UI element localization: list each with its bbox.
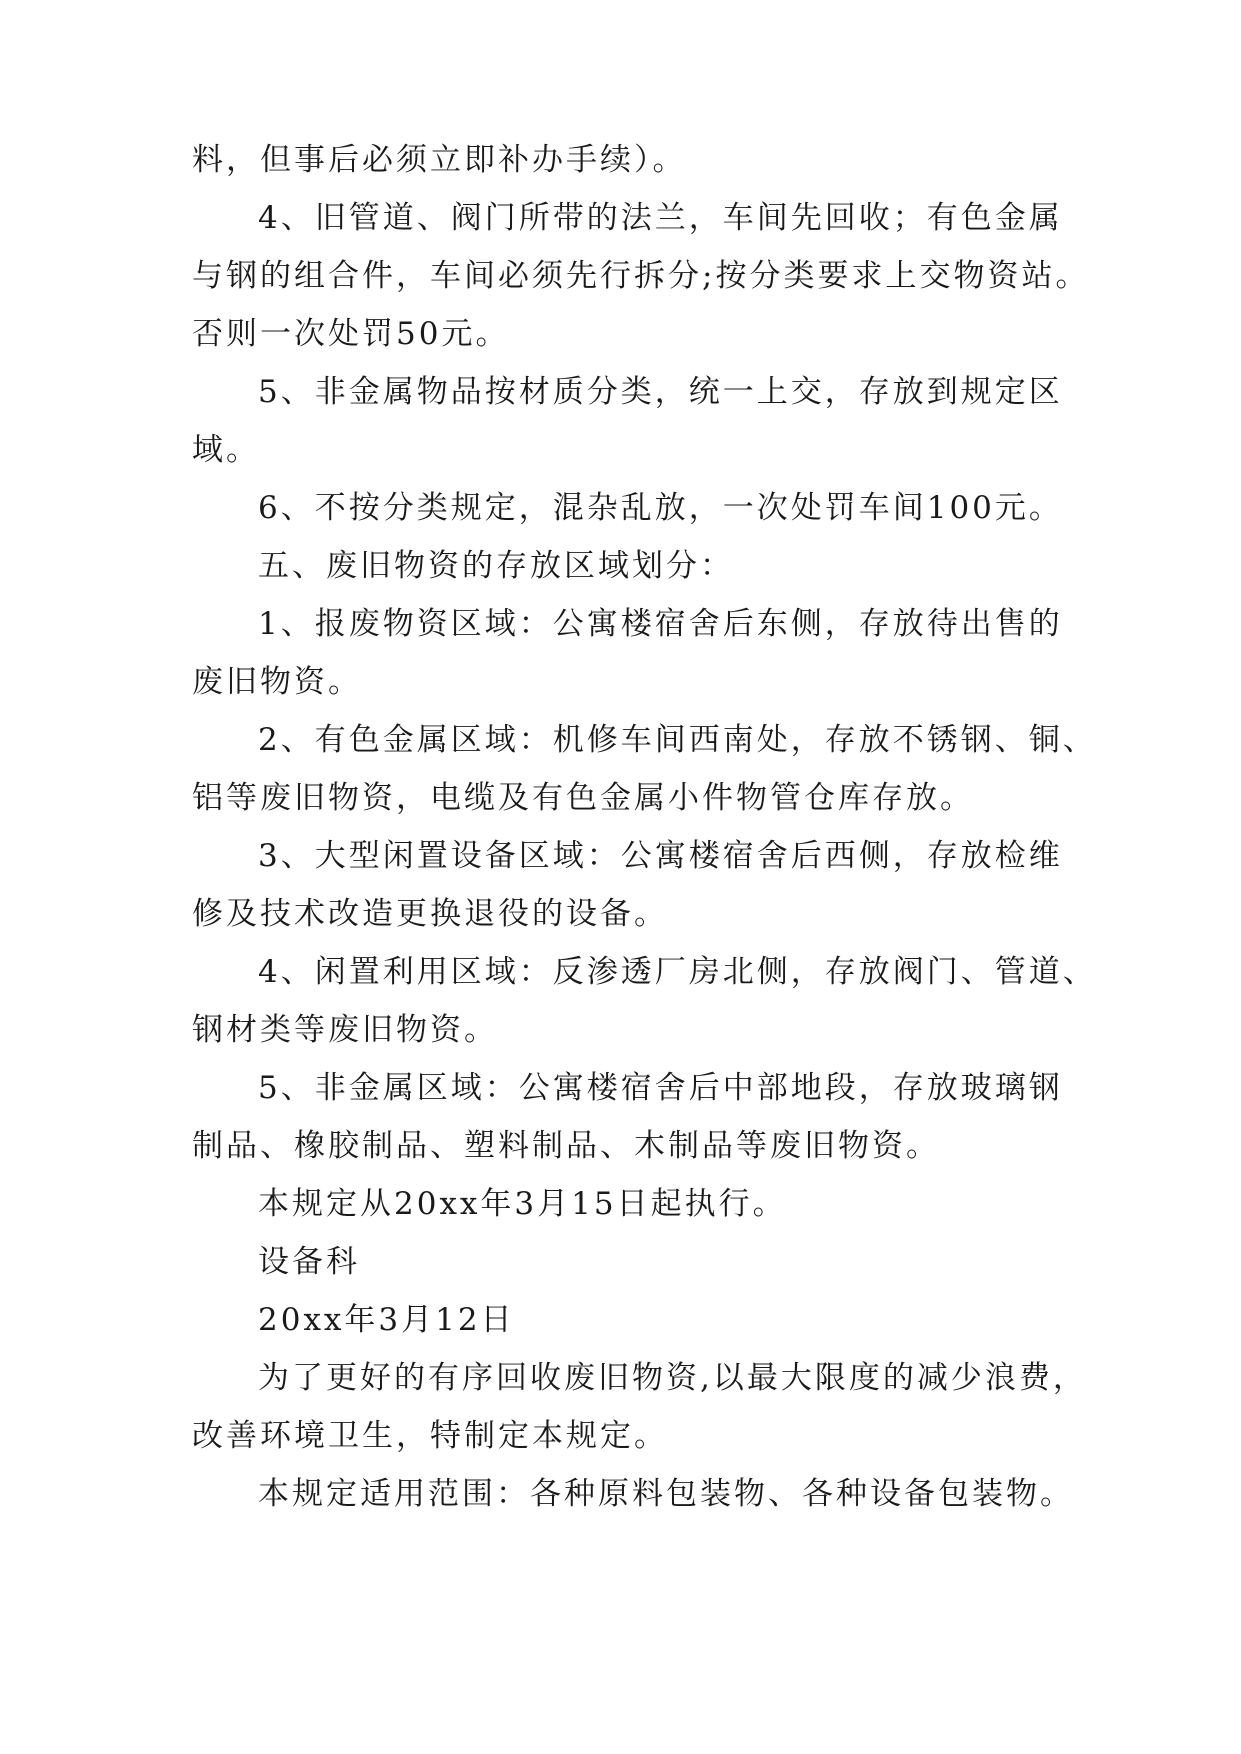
text-line: 4、闲置利用区域：反渗透厂房北侧，存放阀门、管道、 (258, 954, 1097, 990)
text-line: 修及技术改造更换退役的设备。 (192, 896, 668, 932)
text-line: 废旧物资。 (192, 664, 362, 700)
text-line: 5、非金属物品按材质分类，统一上交，存放到规定区 (258, 374, 1063, 410)
text-line: 6、不按分类规定，混杂乱放，一次处罚车间100元。 (258, 490, 1063, 526)
document-page (192, 142, 1097, 1534)
text-line: 1、报废物资区域：公寓楼宿舍后东侧，存放待出售的 (258, 606, 1063, 642)
text-line: 为了更好的有序回收废旧物资,以最大限度的减少浪费， (258, 1360, 1087, 1396)
text-line: 料，但事后必须立即补办手续）。 (192, 142, 687, 178)
text-line: 域。 (192, 432, 260, 468)
text-line: 本规定适用范围：各种原料包装物、各种设备包装物。 (258, 1476, 1074, 1512)
text-line: 铝等废旧物资，电缆及有色金属小件物管仓库存放。 (192, 780, 974, 816)
text-line: 与钢的组合件，车间必须先行拆分;按分类要求上交物资站。 (192, 258, 1090, 294)
effective-date-line: 本规定从20xx年3月15日起执行。 (258, 1186, 787, 1222)
text-line: 否则一次处罚50元。 (192, 316, 510, 352)
text-line: 2、有色金属区域：机修车间西南处，存放不锈钢、铜、 (258, 722, 1097, 758)
text-line: 改善环境卫生，特制定本规定。 (192, 1418, 668, 1454)
text-line: 制品、橡胶制品、塑料制品、木制品等废旧物资。 (192, 1128, 940, 1164)
text-line: 4、旧管道、阀门所带的法兰，车间先回收；有色金属 (258, 200, 1063, 236)
text-line: 5、非金属区域：公寓楼宿舍后中部地段，存放玻璃钢 (258, 1070, 1063, 1106)
section-heading: 五、废旧物资的存放区域划分： (258, 548, 734, 584)
signature-date: 20xx年3月12日 (258, 1302, 515, 1338)
signature-department: 设备科 (258, 1244, 360, 1280)
text-line: 3、大型闲置设备区域：公寓楼宿舍后西侧，存放检维 (258, 838, 1063, 874)
text-line: 钢材类等废旧物资。 (192, 1012, 498, 1048)
